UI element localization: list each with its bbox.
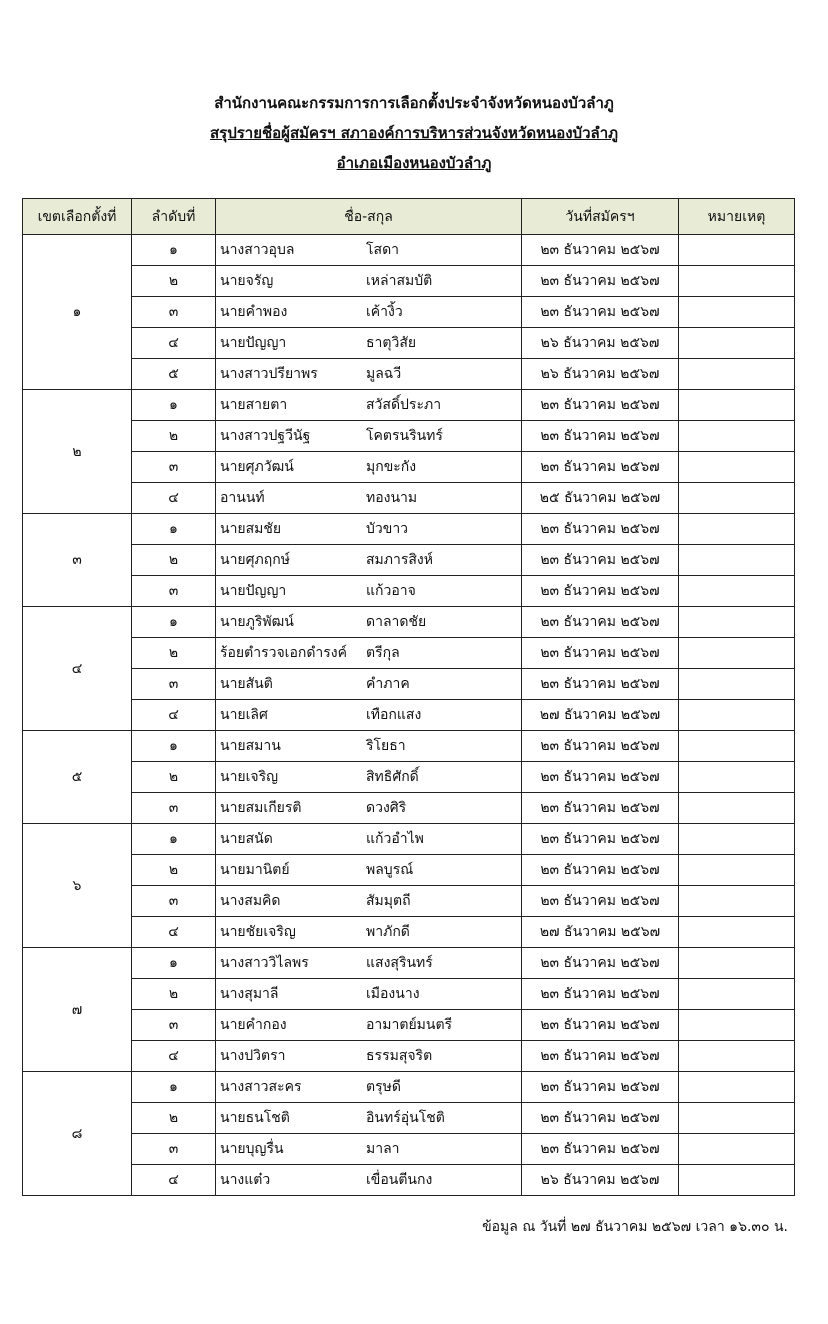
office-title: สำนักงานคณะกรรมการการเลือกตั้งประจำจังหวัดหนองบัวลำภู xyxy=(214,94,614,112)
table-row xyxy=(23,452,795,483)
candidate-first-name: นายมานิตย์ xyxy=(220,862,290,878)
table-row xyxy=(23,1041,795,1072)
candidate-first-name: นางสาวปรียาพร xyxy=(220,366,318,382)
candidate-last-name: พาภักดี xyxy=(366,924,410,940)
remark-cell xyxy=(679,328,795,359)
candidate-seq: ๑ xyxy=(132,731,216,762)
remark-cell xyxy=(679,979,795,1010)
candidate-last-name: แก้วอาจ xyxy=(366,583,416,599)
candidate-first-name: นายศุภวัฒน์ xyxy=(220,459,294,475)
registration-date: ๒๓ ธันวาคม ๒๕๖๗ xyxy=(522,452,679,483)
zone-number: ๘ xyxy=(23,1072,132,1196)
table-row xyxy=(23,979,795,1010)
candidate-last-name: สมภารสิงห์ xyxy=(366,552,433,568)
table-row xyxy=(23,669,795,700)
candidate-first-name: ร้อยตำรวจเอกดำรงค์ xyxy=(220,645,348,661)
remark-cell xyxy=(679,390,795,421)
registration-date: ๒๓ ธันวาคม ๒๕๖๗ xyxy=(522,1072,679,1103)
candidate-first-name: นายคำกอง xyxy=(220,1017,287,1033)
registration-date: ๒๓ ธันวาคม ๒๕๖๗ xyxy=(522,514,679,545)
candidate-first-name: นางสุมาลี xyxy=(220,986,279,1002)
table-header-row xyxy=(23,199,795,235)
candidate-name-cell xyxy=(216,421,522,452)
candidate-seq: ๒ xyxy=(132,1103,216,1134)
registration-date: ๒๓ ธันวาคม ๒๕๖๗ xyxy=(522,607,679,638)
remark-cell xyxy=(679,669,795,700)
candidate-first-name: นางสาวอุบล xyxy=(220,242,295,258)
remark-cell xyxy=(679,421,795,452)
candidate-name-cell xyxy=(216,762,522,793)
candidate-name-cell xyxy=(216,483,522,514)
registration-date: ๒๓ ธันวาคม ๒๕๖๗ xyxy=(522,576,679,607)
registration-date: ๒๓ ธันวาคม ๒๕๖๗ xyxy=(522,235,679,266)
candidate-first-name: นายเลิศ xyxy=(220,707,268,723)
candidate-first-name: นางแต๋ว xyxy=(220,1172,271,1188)
registration-date: ๒๓ ธันวาคม ๒๕๖๗ xyxy=(522,1103,679,1134)
candidate-last-name: สัมมุตถี xyxy=(366,893,411,909)
registration-date: ๒๓ ธันวาคม ๒๕๖๗ xyxy=(522,390,679,421)
registration-date: ๒๓ ธันวาคม ๒๕๖๗ xyxy=(522,731,679,762)
remark-cell xyxy=(679,1134,795,1165)
candidate-last-name: ริโยธา xyxy=(366,738,406,754)
remark-cell xyxy=(679,700,795,731)
candidate-last-name: โคตรนรินทร์ xyxy=(366,428,443,444)
table-body xyxy=(23,235,795,1196)
registration-date: ๒๖ ธันวาคม ๒๕๖๗ xyxy=(522,1165,679,1196)
zone-number: ๕ xyxy=(23,731,132,824)
table-row xyxy=(23,297,795,328)
candidate-seq: ๓ xyxy=(132,1134,216,1165)
candidate-seq: ๑ xyxy=(132,390,216,421)
registration-date: ๒๓ ธันวาคม ๒๕๖๗ xyxy=(522,669,679,700)
zone-number: ๖ xyxy=(23,824,132,948)
column-header-seq: ลำดับที่ xyxy=(132,199,216,235)
zone-number: ๗ xyxy=(23,948,132,1072)
candidate-first-name: นายบุญรื่น xyxy=(220,1141,284,1157)
candidate-seq: ๓ xyxy=(132,669,216,700)
remark-cell xyxy=(679,576,795,607)
candidate-seq: ๔ xyxy=(132,1165,216,1196)
table-row xyxy=(23,824,795,855)
candidate-last-name: เขื่อนตีนกง xyxy=(366,1172,433,1188)
candidate-seq: ๒ xyxy=(132,855,216,886)
remark-cell xyxy=(679,359,795,390)
candidate-seq: ๑ xyxy=(132,607,216,638)
table-row xyxy=(23,359,795,390)
registration-date: ๒๖ ธันวาคม ๒๕๖๗ xyxy=(522,359,679,390)
candidate-last-name: ดวงศิริ xyxy=(366,800,407,816)
zone-number: ๑ xyxy=(23,235,132,390)
candidate-seq: ๓ xyxy=(132,452,216,483)
candidate-seq: ๑ xyxy=(132,514,216,545)
candidate-name-cell xyxy=(216,1072,522,1103)
candidate-name-cell xyxy=(216,514,522,545)
table-row xyxy=(23,235,795,266)
candidate-last-name: ดาลาดชัย xyxy=(366,614,427,630)
candidate-last-name: คำภาค xyxy=(366,676,410,692)
remark-cell xyxy=(679,266,795,297)
registration-date: ๒๓ ธันวาคม ๒๕๖๗ xyxy=(522,545,679,576)
remark-cell xyxy=(679,855,795,886)
remark-cell xyxy=(679,917,795,948)
candidate-seq: ๒ xyxy=(132,421,216,452)
candidate-name-cell xyxy=(216,390,522,421)
remark-cell xyxy=(679,886,795,917)
candidate-name-cell xyxy=(216,235,522,266)
candidate-first-name: นายธนโชติ xyxy=(220,1110,290,1126)
table-row xyxy=(23,266,795,297)
candidate-seq: ๓ xyxy=(132,886,216,917)
candidate-first-name: นางสาวปฐวีนัฐ xyxy=(220,428,311,444)
candidate-first-name: นายสนัด xyxy=(220,831,273,847)
candidate-first-name: นายสมาน xyxy=(220,738,281,754)
candidate-seq: ๓ xyxy=(132,1010,216,1041)
candidate-name-cell xyxy=(216,793,522,824)
table-row xyxy=(23,948,795,979)
zone-number: ๒ xyxy=(23,390,132,514)
candidate-name-cell xyxy=(216,979,522,1010)
table-row xyxy=(23,700,795,731)
candidate-last-name: เหล่าสมบัติ xyxy=(366,273,433,289)
remark-cell xyxy=(679,235,795,266)
district-title: อำเภอเมืองหนองบัวลำภู xyxy=(336,154,492,172)
candidate-name-cell xyxy=(216,731,522,762)
remark-cell xyxy=(679,762,795,793)
table-row xyxy=(23,421,795,452)
registration-date: ๒๓ ธันวาคม ๒๕๖๗ xyxy=(522,1010,679,1041)
zone-number: ๔ xyxy=(23,607,132,731)
candidate-name-cell xyxy=(216,1041,522,1072)
table-row xyxy=(23,917,795,948)
candidate-name-cell xyxy=(216,824,522,855)
candidate-first-name: นายจรัญ xyxy=(220,273,274,289)
candidate-name-cell xyxy=(216,576,522,607)
column-header-name: ชื่อ-สกุล xyxy=(216,199,522,235)
candidate-last-name: สวัสดิ์ประภา xyxy=(366,397,442,413)
summary-title: สรุปรายชื่อผู้สมัครฯ สภาองค์การบริหารส่วนจังหวัดหนองบัวลำภู xyxy=(209,124,619,142)
candidate-last-name: อินทร์อุ่นโชติ xyxy=(366,1110,445,1126)
registration-date: ๒๓ ธันวาคม ๒๕๖๗ xyxy=(522,1041,679,1072)
registration-date: ๒๓ ธันวาคม ๒๕๖๗ xyxy=(522,793,679,824)
candidate-name-cell xyxy=(216,948,522,979)
remark-cell xyxy=(679,1165,795,1196)
remark-cell xyxy=(679,545,795,576)
registration-date: ๒๓ ธันวาคม ๒๕๖๗ xyxy=(522,266,679,297)
candidate-seq: ๕ xyxy=(132,359,216,390)
candidate-name-cell xyxy=(216,886,522,917)
candidate-seq: ๓ xyxy=(132,297,216,328)
remark-cell xyxy=(679,483,795,514)
candidate-first-name: นายเจริญ xyxy=(220,769,279,785)
candidate-last-name: แก้วอำไพ xyxy=(366,831,424,847)
registration-date: ๒๕ ธันวาคม ๒๕๖๗ xyxy=(522,483,679,514)
candidate-first-name: นายปัญญา xyxy=(220,335,287,351)
candidate-last-name: บัวขาว xyxy=(366,521,409,537)
candidate-seq: ๔ xyxy=(132,700,216,731)
candidate-first-name: อานนท์ xyxy=(220,490,265,506)
table-row xyxy=(23,390,795,421)
candidate-seq: ๒ xyxy=(132,638,216,669)
candidate-last-name: พลบูรณ์ xyxy=(366,862,414,878)
remark-cell xyxy=(679,824,795,855)
registration-date: ๒๓ ธันวาคม ๒๕๖๗ xyxy=(522,638,679,669)
table-row xyxy=(23,731,795,762)
candidate-last-name: ธรรมสุจริต xyxy=(366,1048,433,1064)
candidate-last-name: สิทธิศักดิ์ xyxy=(366,769,419,785)
remark-cell xyxy=(679,1041,795,1072)
candidate-seq: ๓ xyxy=(132,576,216,607)
candidate-seq: ๒ xyxy=(132,979,216,1010)
candidate-name-cell xyxy=(216,669,522,700)
table-row xyxy=(23,545,795,576)
candidate-first-name: นายสมเกียรติ xyxy=(220,800,302,816)
column-header-zone: เขตเลือกตั้งที่ xyxy=(23,199,132,235)
candidate-name-cell xyxy=(216,545,522,576)
candidate-seq: ๑ xyxy=(132,235,216,266)
candidate-name-cell xyxy=(216,607,522,638)
candidate-name-cell xyxy=(216,266,522,297)
candidate-last-name: เมืองนาง xyxy=(366,986,420,1002)
candidate-seq: ๒ xyxy=(132,545,216,576)
candidate-first-name: นายศุภฤกษ์ xyxy=(220,552,290,568)
table-row xyxy=(23,576,795,607)
candidate-name-cell xyxy=(216,297,522,328)
table-row xyxy=(23,855,795,886)
registration-date: ๒๓ ธันวาคม ๒๕๖๗ xyxy=(522,297,679,328)
document-header xyxy=(0,88,828,178)
registration-date: ๒๓ ธันวาคม ๒๕๖๗ xyxy=(522,886,679,917)
column-header-date: วันที่สมัครฯ xyxy=(522,199,679,235)
candidate-name-cell xyxy=(216,700,522,731)
candidate-last-name: มาลา xyxy=(366,1141,400,1157)
table-row xyxy=(23,762,795,793)
candidate-last-name: ตรีกุล xyxy=(366,645,400,661)
candidate-name-cell xyxy=(216,328,522,359)
data-timestamp: ข้อมูล ณ วันที่ ๒๗ ธันวาคม ๒๕๖๗ เวลา ๑๖.๓๐ น. xyxy=(482,1219,788,1235)
table-row xyxy=(23,1010,795,1041)
candidate-name-cell xyxy=(216,1103,522,1134)
table-row xyxy=(23,886,795,917)
candidate-first-name: นายคำพอง xyxy=(220,304,288,320)
remark-cell xyxy=(679,452,795,483)
candidate-last-name: แสงสุรินทร์ xyxy=(366,955,433,971)
remark-cell xyxy=(679,1072,795,1103)
registration-date: ๒๖ ธันวาคม ๒๕๖๗ xyxy=(522,328,679,359)
candidate-name-cell xyxy=(216,855,522,886)
registration-date: ๒๗ ธันวาคม ๒๕๖๗ xyxy=(522,700,679,731)
candidate-seq: ๑ xyxy=(132,824,216,855)
candidate-last-name: ทองนาม xyxy=(366,490,418,506)
table-row xyxy=(23,483,795,514)
table-row xyxy=(23,1134,795,1165)
candidate-name-cell xyxy=(216,1134,522,1165)
zone-number: ๓ xyxy=(23,514,132,607)
registration-date: ๒๗ ธันวาคม ๒๕๖๗ xyxy=(522,917,679,948)
remark-cell xyxy=(679,793,795,824)
table-row xyxy=(23,1103,795,1134)
candidate-last-name: อามาตย์มนตรี xyxy=(366,1017,453,1033)
registration-date: ๒๓ ธันวาคม ๒๕๖๗ xyxy=(522,824,679,855)
remark-cell xyxy=(679,1103,795,1134)
candidate-name-cell xyxy=(216,359,522,390)
registration-date: ๒๓ ธันวาคม ๒๕๖๗ xyxy=(522,762,679,793)
candidate-first-name: นายปัญญา xyxy=(220,583,287,599)
candidate-first-name: นายภูริพัฒน์ xyxy=(220,614,294,630)
candidate-last-name: โสดา xyxy=(366,242,400,258)
table-row xyxy=(23,638,795,669)
candidate-last-name: เทือกแสง xyxy=(366,707,422,723)
candidate-name-cell xyxy=(216,1010,522,1041)
candidate-last-name: ตรุษดี xyxy=(366,1079,401,1095)
registration-date: ๒๓ ธันวาคม ๒๕๖๗ xyxy=(522,1134,679,1165)
candidate-seq: ๒ xyxy=(132,762,216,793)
remark-cell xyxy=(679,731,795,762)
column-header-note: หมายเหตุ xyxy=(679,199,795,235)
remark-cell xyxy=(679,607,795,638)
table-row xyxy=(23,1072,795,1103)
candidate-seq: ๑ xyxy=(132,1072,216,1103)
candidate-seq: ๒ xyxy=(132,266,216,297)
table-row xyxy=(23,793,795,824)
table-row xyxy=(23,514,795,545)
candidate-last-name: มุกขะกัง xyxy=(366,459,417,475)
candidate-first-name: นางสาววิไลพร xyxy=(220,955,309,971)
candidate-first-name: นายสันติ xyxy=(220,676,273,692)
remark-cell xyxy=(679,1010,795,1041)
candidate-seq: ๔ xyxy=(132,917,216,948)
remark-cell xyxy=(679,948,795,979)
candidate-first-name: นางสาวสะคร xyxy=(220,1079,302,1095)
candidate-seq: ๔ xyxy=(132,328,216,359)
candidate-name-cell xyxy=(216,638,522,669)
registration-date: ๒๓ ธันวาคม ๒๕๖๗ xyxy=(522,948,679,979)
candidate-first-name: นายสายตา xyxy=(220,397,288,413)
candidate-first-name: นางปวิตรา xyxy=(220,1048,286,1064)
registration-date: ๒๓ ธันวาคม ๒๕๖๗ xyxy=(522,421,679,452)
candidate-last-name: มูลฉวี xyxy=(366,366,402,382)
table-row xyxy=(23,607,795,638)
candidate-first-name: นายชัยเจริญ xyxy=(220,924,296,940)
table-row xyxy=(23,1165,795,1196)
candidate-name-cell xyxy=(216,452,522,483)
candidate-table xyxy=(22,198,795,1196)
remark-cell xyxy=(679,514,795,545)
candidate-seq: ๓ xyxy=(132,793,216,824)
candidate-seq: ๔ xyxy=(132,1041,216,1072)
candidate-first-name: นายสมชัย xyxy=(220,521,282,537)
candidate-last-name: เค้างิ้ว xyxy=(366,304,403,320)
registration-date: ๒๓ ธันวาคม ๒๕๖๗ xyxy=(522,979,679,1010)
candidate-last-name: ธาตุวิสัย xyxy=(366,335,417,351)
candidate-name-cell xyxy=(216,917,522,948)
candidate-name-cell xyxy=(216,1165,522,1196)
table-row xyxy=(23,328,795,359)
remark-cell xyxy=(679,638,795,669)
registration-date: ๒๓ ธันวาคม ๒๕๖๗ xyxy=(522,855,679,886)
candidate-seq: ๑ xyxy=(132,948,216,979)
candidate-first-name: นางสมคิด xyxy=(220,893,281,909)
remark-cell xyxy=(679,297,795,328)
candidate-seq: ๔ xyxy=(132,483,216,514)
